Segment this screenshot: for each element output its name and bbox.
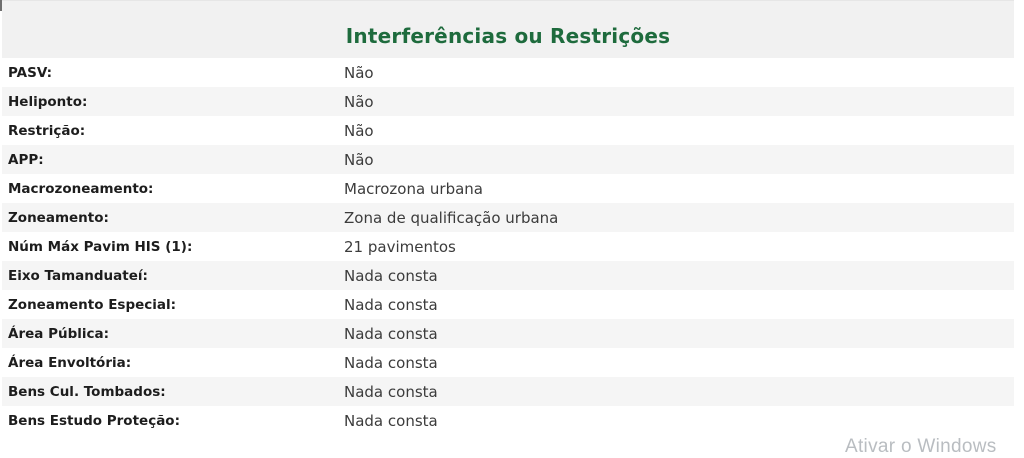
section-header (2, 0, 1014, 58)
row-value: Não (344, 63, 374, 82)
table-row (2, 348, 1014, 377)
row-value: Zona de qualificação urbana (344, 208, 559, 227)
row-value: Não (344, 92, 374, 111)
row-label: APP: (8, 151, 44, 168)
table-row (2, 232, 1014, 261)
table-row (2, 290, 1014, 319)
row-label: Bens Estudo Proteção: (8, 412, 180, 429)
row-value: Nada consta (344, 324, 438, 343)
row-value: Não (344, 121, 374, 140)
row-label: Macrozoneamento: (8, 180, 154, 197)
page-title: Interferências ou Restrições (345, 24, 671, 48)
table-row (2, 87, 1014, 116)
row-value: Macrozona urbana (344, 179, 483, 198)
table-row (2, 145, 1014, 174)
row-value: Não (344, 150, 374, 169)
row-label: Área Pública: (8, 325, 110, 342)
table-row (2, 58, 1014, 87)
row-value: Nada consta (344, 411, 438, 430)
row-label: Área Envoltória: (8, 354, 132, 371)
row-label: Bens Cul. Tombados: (8, 383, 166, 400)
row-value: Nada consta (344, 266, 438, 285)
row-label: Heliponto: (8, 93, 88, 110)
row-value: Nada consta (344, 295, 438, 314)
table-row (2, 377, 1014, 406)
table-row (2, 203, 1014, 232)
row-label: Eixo Tamanduateí: (8, 267, 148, 284)
row-label: Zoneamento: (8, 209, 109, 226)
row-label: Zoneamento Especial: (8, 296, 177, 313)
windows-activation-watermark: Ativar o Windows (845, 436, 997, 457)
row-label: PASV: (8, 64, 53, 81)
table-row (2, 319, 1014, 348)
attributes-table (2, 58, 1014, 435)
row-value: Nada consta (344, 353, 438, 372)
table-row (2, 174, 1014, 203)
table-row (2, 406, 1014, 435)
row-label: Restrição: (8, 122, 86, 139)
row-value: Nada consta (344, 382, 438, 401)
interferences-panel (2, 0, 1014, 435)
table-row (2, 261, 1014, 290)
row-label: Núm Máx Pavim HIS (1): (8, 238, 193, 255)
table-row (2, 116, 1014, 145)
row-value: 21 pavimentos (344, 237, 456, 256)
